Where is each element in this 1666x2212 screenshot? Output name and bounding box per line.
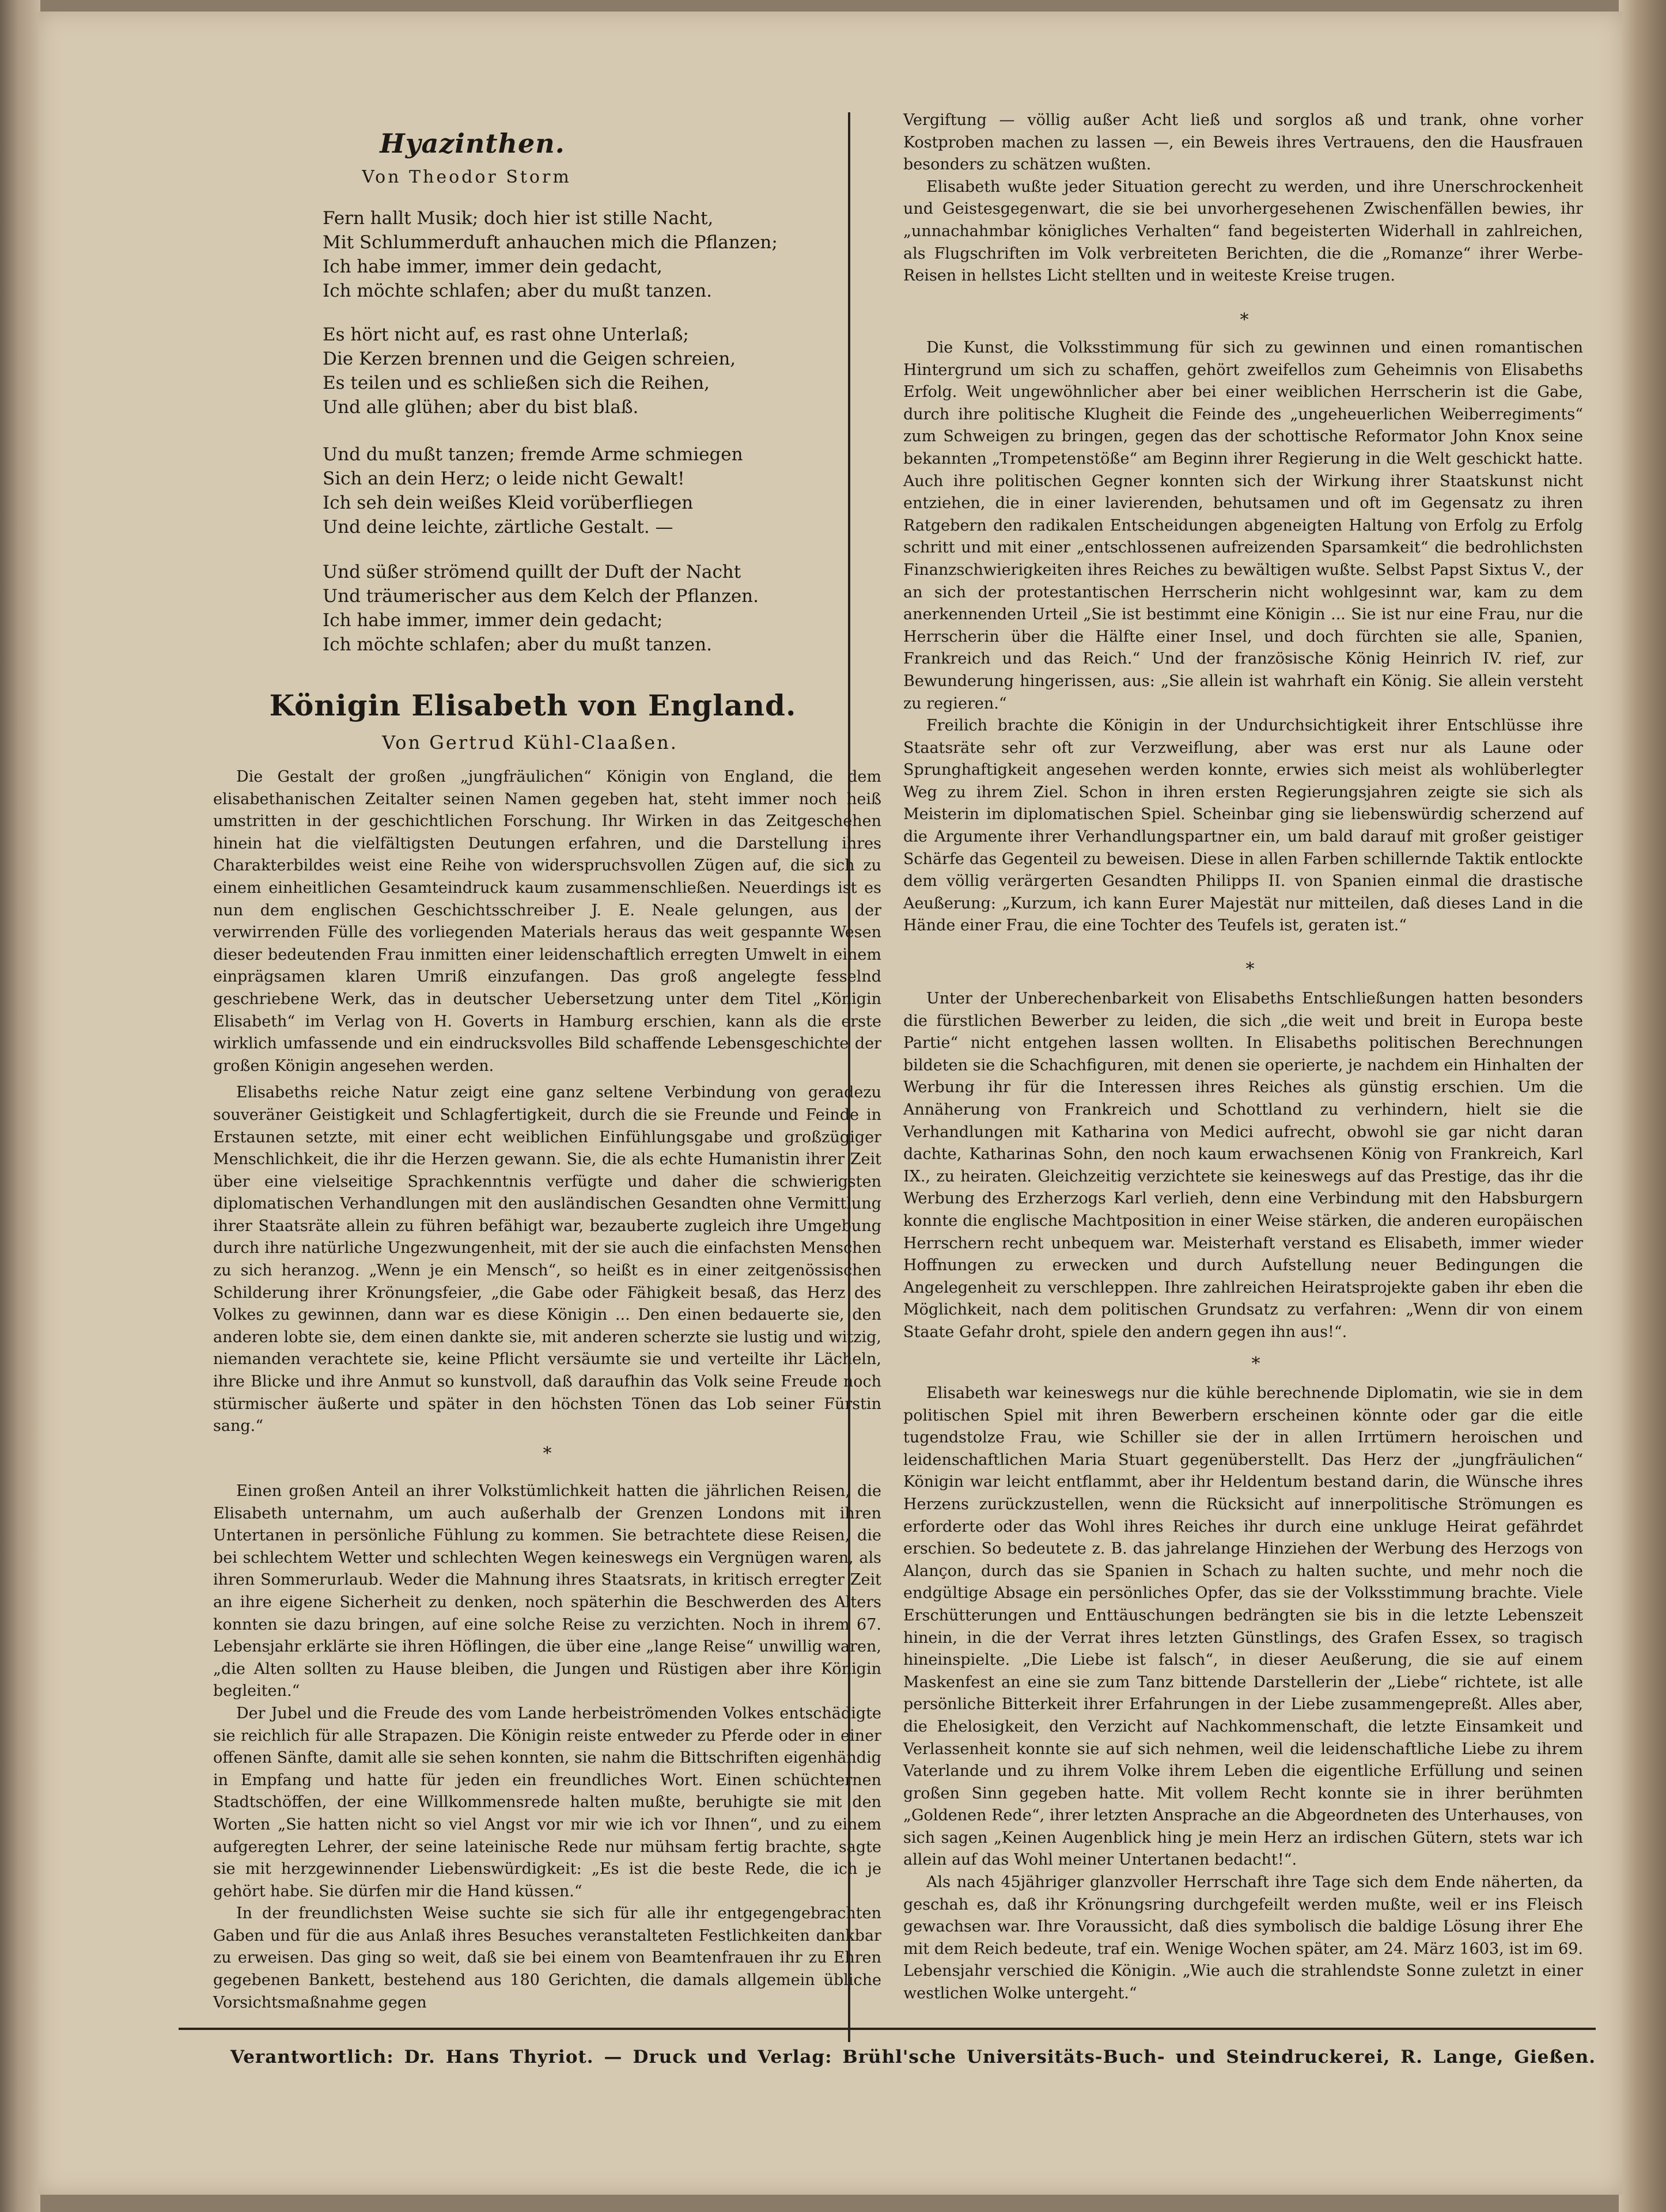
imprint-footer: Verantwortlich: Dr. Hans Thyriot. — Druck und Verlag: Brühl'sche Universitäts-Buch- und Steindruckerei, R. Lange, Gießen. [230, 2047, 1596, 2067]
section-separator: * [1251, 1354, 1260, 1374]
poem-line: Ich habe immer, immer dein gedacht; [323, 610, 663, 631]
article-paragraph: Freilich brachte die Königin in der Undurchsichtigkeit ihrer Entschlüsse ihre Staatsräte sehr oft zur Verzweiflung, aber was erst nur als Laune oder Sprunghaftigkeit angesehen werden konnte, erwies sich meist als wohlüberlegter Weg zu ihrem Ziel. Schon in ihren ersten Regierungsjahren zeigte sie sich als Meisterin im diplomatischen Spiel. Scheinbar ging sie liebenswürdig scherzend auf die Argumente ihrer Verhandlungspartner ein, um bald darauf mit großer geistiger Schärfe das Gegenteil zu beweisen. Diese in allen Farben schillernde Taktik entlockte dem völlig verärgerten Gesandten Philipps II. von Spanien einmal die drastische Aeußerung: „Kurzum, ich kann Eurer Majestät nur mitteilen, daß dieses Land in die Hände einer Frau, die eine Tochter des Teufels ist, geraten ist.“ [903, 717, 1583, 935]
poem-line: Ich möchte schlafen; aber du mußt tanzen. [323, 281, 712, 301]
article-paragraph: Elisabeth war keineswegs nur die kühle berechnende Diplomatin, wie sie in dem politischen Spiel mit ihren Bewerbern erscheinen könnte oder gar die eitle tugendstolze Frau, wie Schiller sie der in allen Irrtümern heroischen und leidenschaftlichen Maria Stuart gegenüberstellt. Das Herz der „jungfräulichen“ Königin war leicht entflammt, aber ihr Heldentum bestand darin, die Wünsche ihres Herzens zurückzustellen, wenn die Rücksicht auf innerpolitische Strömungen es erforderte oder das Wohl ihres Reiches ihr durch eine unkluge Heirat gefährdet erschien. So bedeutete z. B. das jahrelange Hinziehen der Werbung des Herzogs von Alançon, durch das sie Spanien in Schach zu halten suchte, und mehr noch die endgültige Absage ein persönliches Opfer, das sie der Volksstimmung brachte. Viele Erschütterungen und Enttäuschungen bedrängten sie bis in die letzte Lebenszeit hinein, in die der Verrat ihres letzten Günstlings, des Grafen Essex, so tragisch hineinspielte. „Die Liebe ist falsch“, in dieser Aeußerung, die sie auf einem Maskenfest an eine sie zum Tanz bittende Darstellerin der „Liebe“ richtete, ist alle persönliche Bitterkeit ihrer Erfahrungen in der Liebe zusammengepreßt. Alles aber, die Ehelosigkeit, den Verzicht auf Nachkommenschaft, die letzte Einsamkeit und Verlassenheit konnte sie auf sich nehmen, weil die leidenschaftliche Liebe zu ihrem Vaterlande und zu ihrem Volke ihrem Leben die eigentliche Erfüllung und seinen großen Sinn gegeben hatte. Mit vollem Recht konnte sie in ihrer berühmten „Goldenen Rede“, ihrer letzten Ansprache an die Abgeordneten des Unterhauses, von sich sagen „Keinen Augenblick hing je mein Herz an irdischen Gütern, stets war ich allein auf das Wohl meiner Untertanen bedacht!“. [903, 1384, 1583, 1869]
article-paragraph: Die Gestalt der großen „jungfräulichen“ Königin von England, die dem elisabethanischen Zeitalter seinen Namen gegeben hat, steht immer noch heiß umstritten in der geschichtlichen Forschung. Ihr Wirken in das Zeitgeschehen hinein hat die vielfältigsten Deutungen erfahren, und die Darstellung ihres Charakterbildes weist eine Reihe von widerspruchsvollen Zügen auf, die sich zu einem einheitlichen Gesamteindruck kaum zusammenschließen. Neuerdings ist es nun dem englischen Geschichtsschreiber J. E. Neale gelungen, aus der verwirrenden Fülle des vorliegenden Materials heraus das weit gespannte Wesen dieser bedeutenden Frau inmitten einer leidenschaftlich erregten Umwelt in einem einprägsamen klaren Umriß einzufangen. Das groß angelegte fesselnd geschriebene Werk, das in deutscher Uebersetzung unter dem Titel „Königin Elisabeth“ im Verlag von H. Goverts in Hamburg erschien, kann als die erste wirklich umfassende und ein eindrucksvolles Bild schaffende Lebensgeschichte der großen Königin angesehen werden. [213, 768, 881, 1075]
poem-line: Fern hallt Musik; doch hier ist stille Nacht, [323, 208, 714, 229]
poem-line: Es teilen und es schließen sich die Reihen, [323, 373, 710, 393]
article-paragraph: Der Jubel und die Freude des vom Lande herbeiströmenden Volkes entschädigte sie reichlich für alle Strapazen. Die Königin reiste entweder zu Pferde oder in einer offenen Sänfte, damit alle sie sehen konnten, sie nahm die Bittschriften eigenhändig in Empfang und hatte für jeden ein freundliches Wort. Einen schüchternen Stadtschöffen, der eine Willkommensrede halten mußte, beruhigte sie mit den Worten „Sie hatten nicht so viel Angst vor mir wie ich vor Ihnen“, und zu einem aufgeregten Lehrer, der seine lateinische Rede nur mühsam fertig brachte, sagte sie mit herzgewinnender Liebenswürdigkeit: „Es ist die beste Rede, die ich je gehört habe. Sie dürfen mir die Hand küssen.“ [213, 1704, 881, 1900]
section-separator: * [1245, 959, 1255, 979]
poem-author: Von Theodor Storm [362, 167, 571, 187]
poem-stanza [323, 442, 841, 539]
poem-line: Sich an dein Herz; o leide nicht Gewalt! [323, 468, 685, 489]
book-page-edge-right [1619, 0, 1666, 2212]
section-separator: * [1240, 310, 1249, 330]
article-left-block-1 [213, 766, 881, 1438]
article-left-block-2 [213, 1480, 881, 2014]
poem-line: Und alle glühen; aber du bist blaß. [323, 397, 639, 418]
poem-line: Und deine leichte, zärtliche Gestalt. — [323, 517, 673, 537]
footer-rule [179, 2028, 1596, 2030]
poem-line: Ich seh dein weißes Kleid vorüberfliegen [323, 493, 694, 513]
section-separator: * [543, 1444, 552, 1464]
article-paragraph: Die Kunst, die Volksstimmung für sich zu gewinnen und einen romantischen Hintergrund um sich zu schaffen, gehört zweifellos zum Geheimnis von Elisabeths Erfolg. Weit ungewöhnlicher aber bei einer weiblichen Herrscherin ist die Gabe, durch ihre politische Klugheit die Feinde des „ungeheuerlichen Weiberregiments“ zum Schweigen zu bringen, gegen das der schottische Reformator John Knox seine bekannten „Trompetenstöße“ am Beginn ihrer Regierung in die Welt geschickt hatte. Auch ihre politischen Gegner konnten sich der Wirkung ihrer Staatskunst nicht entziehen, die in einer lavierenden, behutsamen und oft im Gegensatz zu ihren Ratgebern den radikalen Entscheidungen abgeneigten Haltung von Erfolg zu Erfolg schritt und mit einer „entschlossenen aufreizenden Sparsamkeit“ die bedrohlichsten Finanzschwierigkeiten ihres Reiches zu bewältigen wußte. Selbst Papst Sixtus V., der an sich der protestantischen Herrscherin nicht wohlgesinnt war, kam zu dem anerkennenden Urteil „Sie ist bestimmt eine Königin ... Sie ist nur eine Frau, nur die Herrscherin über die Hälfte einer Insel, und doch fürchten sie alle, Spanien, Frankreich und das Reich.“ Und der französische König Heinrich IV. rief, zur Bewunderung hingerissen, aus: „Sie allein ist wahrhaft ein König. Sie allein versteht zu regieren.“ [903, 339, 1583, 713]
article-paragraph: Einen großen Anteil an ihrer Volkstümlichkeit hatten die jährlichen Reisen, die Elisabeth unternahm, um auch außerhalb der Grenzen Londons mit ihren Untertanen in persönliche Fühlung zu kommen. Sie betrachtete diese Reisen, die bei schlechtem Wetter und schlechten Wegen keineswegs ein Vergnügen waren, als ihren Sommerurlaub. Weder die Mahnung ihres Staatsrats, in kritisch erregter Zeit an ihre eigene Sicherheit zu denken, noch späterhin die Beschwerden des Alters konnten sie dazu bringen, auf eine solche Reise zu verzichten. Noch in ihrem 67. Lebensjahr erklärte sie ihren Höflingen, die über eine „lange Reise“ unwillig waren, „die Alten sollten zu Hause bleiben, die Jungen und Rüstigen aber ihre Königin begleiten.“ [213, 1482, 881, 1700]
poem-line: Ich möchte schlafen; aber du mußt tanzen. [323, 634, 712, 655]
article-paragraph: Elisabeths reiche Natur zeigt eine ganz seltene Verbindung von geradezu souveräner Geistigkeit und Schlagfertigkeit, durch die sie Freunde und Feinde in Erstaunen setzte, mit einer echt weiblichen Einfühlungsgabe und großzügiger Menschlichkeit, die ihr die Herzen gewann. Sie, die als echte Humanistin ihrer Zeit über eine vielseitige Sprachkenntnis verfügte und daher die schwierigsten diplomatischen Verhandlungen mit den ausländischen Gesandten ohne Vermittlung ihrer Staatsräte allein zu führen befähigt war, bezauberte zugleich ihre Umgebung durch ihre natürliche Ungezwungenheit, mit der sie auch die einfachsten Menschen zu sich heranzog. „Wenn je ein Mensch“, so heißt es in einer zeitgenössischen Schilderung ihrer Krönungsfeier, „die Gabe oder Fähigkeit besaß, das Herz des Volkes zu gewinnen, dann war es diese Königin ... Den einen bedauerte sie, den anderen lobte sie, dem einen dankte sie, mit anderen scherzte sie lustig und witzig, niemanden verachtete sie, keine Pflicht versäumte sie und verteilte ihr Lächeln, ihre Blicke und ihre Anmut so kunstvoll, daß daraufhin das Volk seine Freude noch stürmischer äußerte und später in den höchsten Tönen das Lob seiner Fürstin sang.“ [213, 1084, 881, 1435]
poem-stanza [323, 323, 841, 419]
poem-line: Und du mußt tanzen; fremde Arme schmiegen [323, 444, 743, 465]
poem-line: Mit Schlummerduft anhauchen mich die Pflanzen; [323, 232, 778, 253]
poem-stanza [323, 206, 841, 303]
article-paragraph: Unter der Unberechenbarkeit von Elisabeths Entschließungen hatten besonders die fürstlichen Bewerber zu leiden, die sich „die weit und breit in Europa beste Partie“ nicht entgehen lassen wollten. In Elisabeths politischen Berechnungen bildeten sie die Schachfiguren, mit denen sie operierte, je nachdem ein Hinhalten der Werbung ihr für die Interessen ihres Reiches als günstig erschien. Um die Annäherung von Frankreich und Schottland zu verhindern, hielt sie die Verhandlungen mit Katharina von Medici aufrecht, obwohl sie gar nicht daran dachte, Katharinas Sohn, den noch kaum erwachsenen König von Frankreich, Karl IX., zu heiraten. Gleichzeitig verzichtete sie keineswegs auf das Prestige, das ihr die Werbung des Erzherzogs Karl verlieh, denn eine Verbindung mit den Habsburgern konnte die englische Machtposition in einer Weise stärken, die anderen europäischen Herrschern recht unbequem war. Meisterhaft verstand es Elisabeth, immer wieder Hoffnungen zu erwecken und durch Aufstellung neuer Bedingungen die Angelegenheit zu verschleppen. Ihre zahlreichen Heiratsprojekte gaben ihr eben die Möglichkeit, nach dem politischen Grundsatz zu verfahren: „Wenn dir von einem Staate Gefahr droht, spiele den andern gegen ihn aus!“. [903, 990, 1583, 1341]
article-paragraph: Elisabeth wußte jeder Situation gerecht zu werden, und ihre Unerschrockenheit und Geistesgegenwart, die sie bei unvorhergesehenen Zwischenfällen bewies, ihr „unnachahmbar königliches Verhalten“ fand begeisterten Widerhall in zahlreichen, als Flugschriften im Volk verbreiteten Berichten, die die „Romanze“ ihrer Werbe-Reisen in hellstes Licht stellten und in weiteste Kreise trugen. [903, 177, 1583, 285]
poem-line: Ich habe immer, immer dein gedacht, [323, 256, 662, 277]
article-right-block-4 [903, 1382, 1583, 2005]
article-paragraph: In der freundlichsten Weise suchte sie sich für alle ihr entgegengebrachten Gaben und für die aus Anlaß ihres Besuches veranstalteten Festlichkeiten dankbar zu erweisen. Das ging so weit, daß sie bei einem von Beamtenfrauen ihr zu Ehren gegebenen Bankett, bestehend aus 180 Gerichten, die damals allgemein übliche Vorsichtsmaßnahme gegen [213, 1904, 881, 2012]
article-paragraph: Vergiftung — völlig außer Acht ließ und sorglos aß und trank, ohne vorher Kostproben machen zu lassen —, ein Beweis ihres Vertrauens, den die Hausfrauen besonders zu schätzen wußten. [903, 111, 1583, 174]
book-spine-edge-left [0, 0, 40, 2212]
poem-line: Die Kerzen brennen und die Geigen schreien, [323, 349, 736, 369]
article-right-block-1 [903, 109, 1583, 287]
poem-title: Hyazinthen. [380, 128, 565, 159]
article-title: Königin Elisabeth von England. [269, 688, 797, 722]
article-right-block-3 [903, 988, 1583, 1344]
poem-line: Und träumerischer aus dem Kelch der Pflanzen. [323, 586, 759, 607]
poem-line: Und süßer strömend quillt der Duft der Nacht [323, 562, 741, 582]
article-right-block-2 [903, 337, 1583, 937]
article-author: Von Gertrud Kühl-Claaßen. [382, 732, 678, 753]
poem-line: Es hört nicht auf, es rast ohne Unterlaß; [323, 324, 689, 345]
article-paragraph: Als nach 45jähriger glanzvoller Herrschaft ihre Tage sich dem Ende näherten, da geschah es, daß ihr Krönungsring durchgefeilt werden mußte, weil er ins Fleisch gewachsen war. Ihre Voraussicht, daß dies symbolisch die baldige Lösung ihrer Ehe mit dem Reich bedeute, traf ein. Wenige Wochen später, am 24. März 1603, ist im 69. Lebensjahr verschied die Königin. „Wie auch die strahlendste Sonne zuletzt in einer westlichen Wolke untergeht.“ [903, 1873, 1583, 2003]
poem-stanza [323, 560, 841, 657]
